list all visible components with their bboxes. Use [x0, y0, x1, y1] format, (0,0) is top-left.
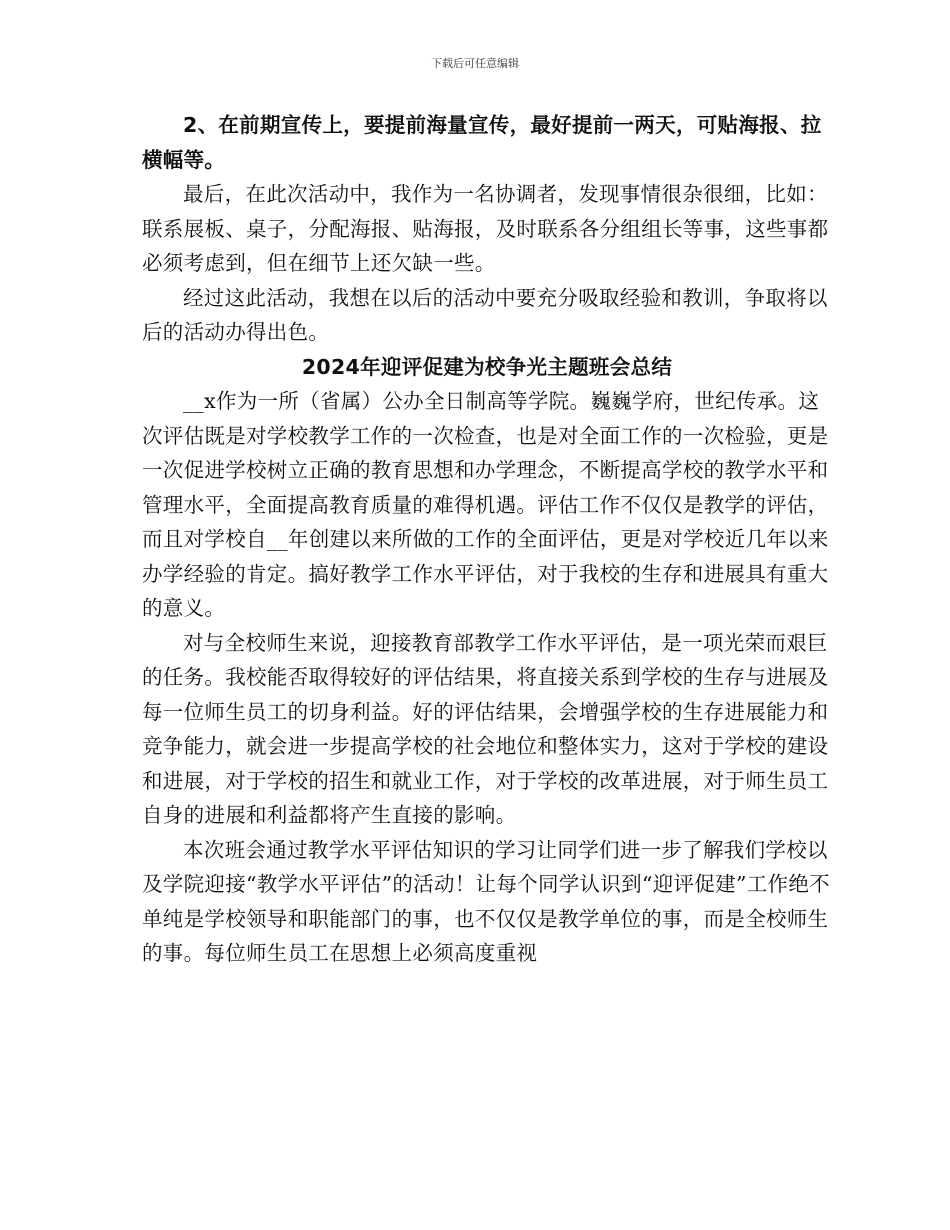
document-body: [142, 108, 832, 971]
page-header-note: 下载后可任意编辑: [431, 57, 519, 70]
paragraph-class-meeting: 本次班会通过教学水平评估知识的学习让同学们进一步了解我们学校以及学院迎接“教学水平评估”的活动！让每个同学认识到“迎评促建”工作绝不单纯是学校领导和职能部门的事，也不仅仅是教学单位的事，而是全校师生的事。每位师生员工在思想上必须高度重视: [142, 837, 830, 965]
paragraph-publicity: 2、在前期宣传上，要提前海量宣传，最好提前一两天，可贴海报、拉横幅等。: [142, 113, 822, 172]
paragraph-evaluation-significance: 对与全校师生来说，迎接教育部教学工作水平评估，是一项光荣而艰巨的任务。我校能否取得较好的评估结果，将直接关系到学校的生存与进展及每一位师生员工的切身利益。好的评估结果，会增强学校的生存进展能力和竞争能力，就会进一步提高学校的社会地位和整体实力，这对于学校的建设和进展，对于学校的招生和就业工作，对于学校的改革进展，对于师生员工自身的进展和利益都将产生直接的影响。: [142, 630, 829, 827]
paragraph-lessons: 经过这此活动，我想在以后的活动中要充分吸取经验和教训，争取将以后的活动办得出色。: [142, 285, 828, 344]
paragraph-coordinator: 最后，在此次活动中，我作为一名协调者，发现事情很杂很细，比如：联系展板、桌子，分配海报、贴海报，及时联系各分组组长等事，这些事都必须考虑到，但在细节上还欠缺一些。: [142, 182, 829, 275]
paragraph-evaluation-intro: __x作为一所（省属）公办全日制高等学院。巍巍学府，世纪传承。这次评估既是对学校教学工作的一次检查，也是对全面工作的一次检验，更是一次促进学校树立正确的教育思想和办学理念，不断提高学校的教学水平和管理水平，全面提高教育质量的难得机遇。评估工作不仅仅是教学的评估，而且对学校自__年创建以来所做的工作的全面评估，更是对学校近几年以来办学经验的肯定。搞好教学工作水平评估，对于我校的生存和进展具有重大的意义。: [142, 389, 829, 620]
section-title: 2024年迎评促建为校争光主题班会总结: [301, 354, 673, 379]
